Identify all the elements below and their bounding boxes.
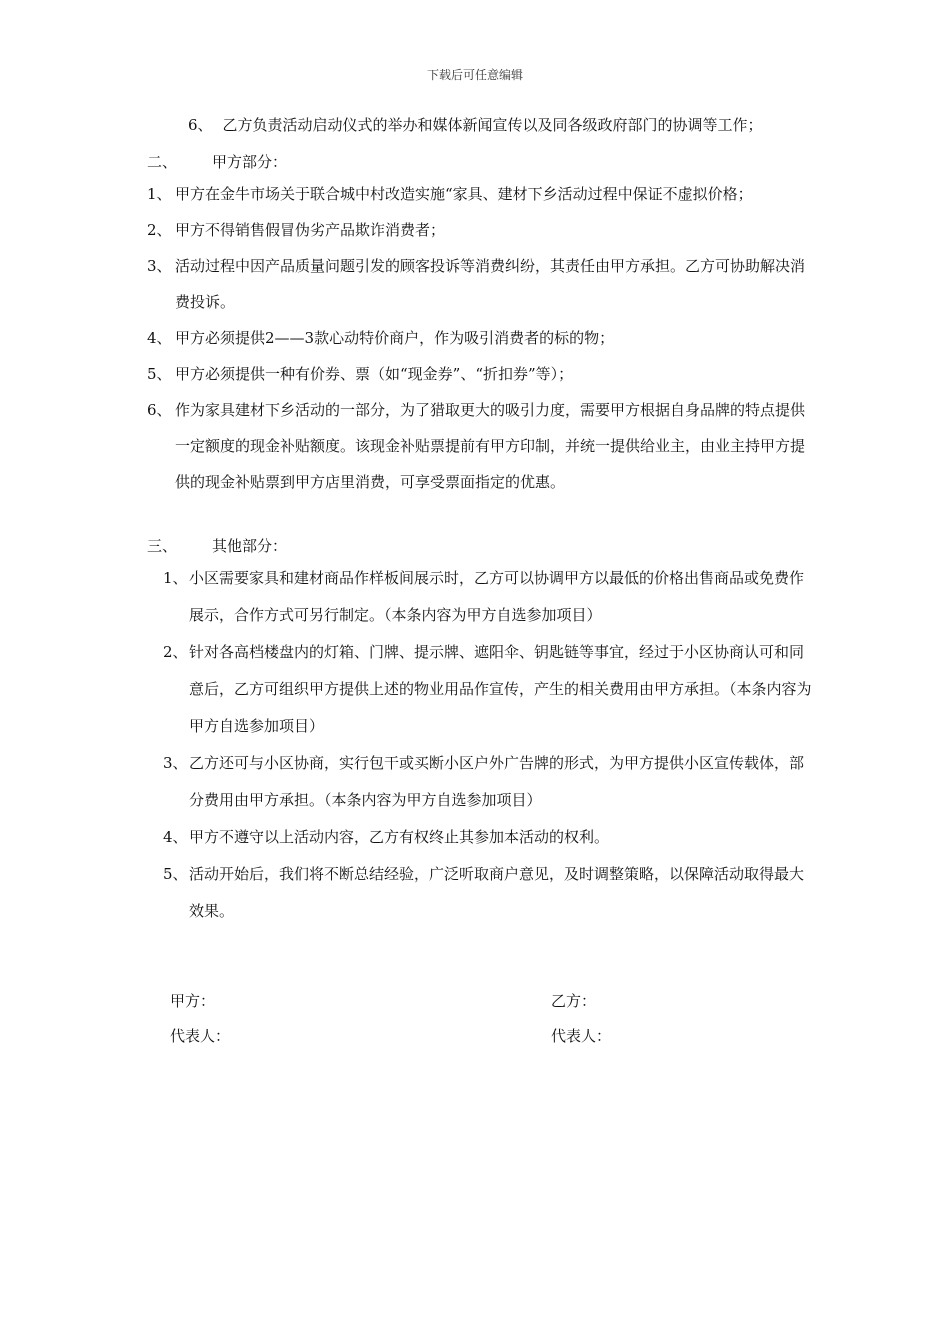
item-number: 2、: [147, 221, 172, 239]
item-number: 1、: [147, 185, 172, 203]
section-3-heading: [147, 535, 287, 556]
list-item: [163, 634, 818, 745]
item-number: 5、: [163, 865, 188, 883]
list-item: [163, 819, 818, 856]
list-item: [163, 745, 818, 819]
list-item: [163, 560, 818, 634]
item-number: 3、: [147, 257, 172, 275]
item-number: 6、: [147, 401, 172, 419]
section-title: 其他部分：: [212, 537, 288, 555]
item-text: 甲方必须提供一种有价券、票（如“现金券”、“折扣券”等）；: [175, 365, 574, 383]
item-text: 作为家具建材下乡活动的一部分，为了猎取更大的吸引力度，需要甲方根据自身品牌的特点提供一定额度的现金补贴额度。该现金补贴票提前有甲方印制，并统一提供给业主，由业主持甲方提供的现金补贴票到甲方店里消费，可享受票面指定的优惠。: [175, 401, 806, 491]
list-item: [147, 248, 817, 320]
page-header: 下载后可任意编辑: [426, 68, 523, 82]
representative-a-label: 代表人：: [170, 1027, 231, 1045]
section-2-heading: [147, 151, 287, 172]
item-text: 活动过程中因产品质量问题引发的顾客投诉等消费纠纷，其责任由甲方承担。乙方可协助解决消费投诉。: [175, 257, 806, 311]
clause-text: 乙方负责活动启动仪式的举办和媒体新闻宣传以及同各级政府部门的协调等工作；: [222, 116, 763, 134]
list-item: [147, 320, 817, 356]
item-number: 1、: [163, 569, 188, 587]
item-text: 针对各高档楼盘内的灯箱、门牌、提示牌、遮阳伞、钥匙链等事宜，经过于小区协商认可和同意后，乙方可组织甲方提供上述的物业用品作宣传，产生的相关费用由甲方承担。（本条内容为甲方自选参加项目）: [189, 643, 812, 735]
item-text: 甲方不得销售假冒伪劣产品欺诈消费者；: [175, 221, 446, 239]
item-text: 活动开始后，我们将不断总结经验，广泛听取商户意见，及时调整策略，以保障活动取得最大效果。: [189, 865, 805, 920]
list-item: [163, 856, 818, 930]
party-b-label: 乙方：: [551, 992, 597, 1010]
list-item: [147, 212, 817, 248]
section-2-list: [147, 176, 817, 500]
item-number: 4、: [147, 329, 172, 347]
section-number: 三、: [147, 537, 178, 555]
party-a-label: 甲方：: [170, 992, 216, 1010]
clause-number: 6、: [188, 116, 213, 134]
clause-b6: [188, 114, 763, 135]
item-number: 3、: [163, 754, 188, 772]
list-item: [147, 176, 817, 212]
section-number: 二、: [147, 153, 178, 171]
item-number: 4、: [163, 828, 188, 846]
item-text: 甲方不遵守以上活动内容，乙方有权终止其参加本活动的权利。: [189, 828, 610, 846]
item-text: 乙方还可与小区协商，实行包干或买断小区户外广告牌的形式，为甲方提供小区宣传载体，部分费用由甲方承担。（本条内容为甲方自选参加项目）: [189, 754, 805, 809]
representative-b-label: 代表人：: [551, 1027, 612, 1045]
section-3-list: [163, 560, 818, 930]
item-text: 小区需要家具和建材商品作样板间展示时，乙方可以协调甲方以最低的价格出售商品或免费作展示，合作方式可另行制定。（本条内容为甲方自选参加项目）: [189, 569, 805, 624]
section-title: 甲方部分：: [212, 153, 288, 171]
item-number: 5、: [147, 365, 172, 383]
item-text: 甲方必须提供2——3款心动特价商户，作为吸引消费者的标的物；: [175, 329, 615, 347]
list-item: [147, 392, 817, 500]
list-item: [147, 356, 817, 392]
item-number: 2、: [163, 643, 188, 661]
item-text: 甲方在金牛市场关于联合城中村改造实施“家具、建材下乡活动过程中保证不虚拟价格；: [175, 185, 753, 203]
